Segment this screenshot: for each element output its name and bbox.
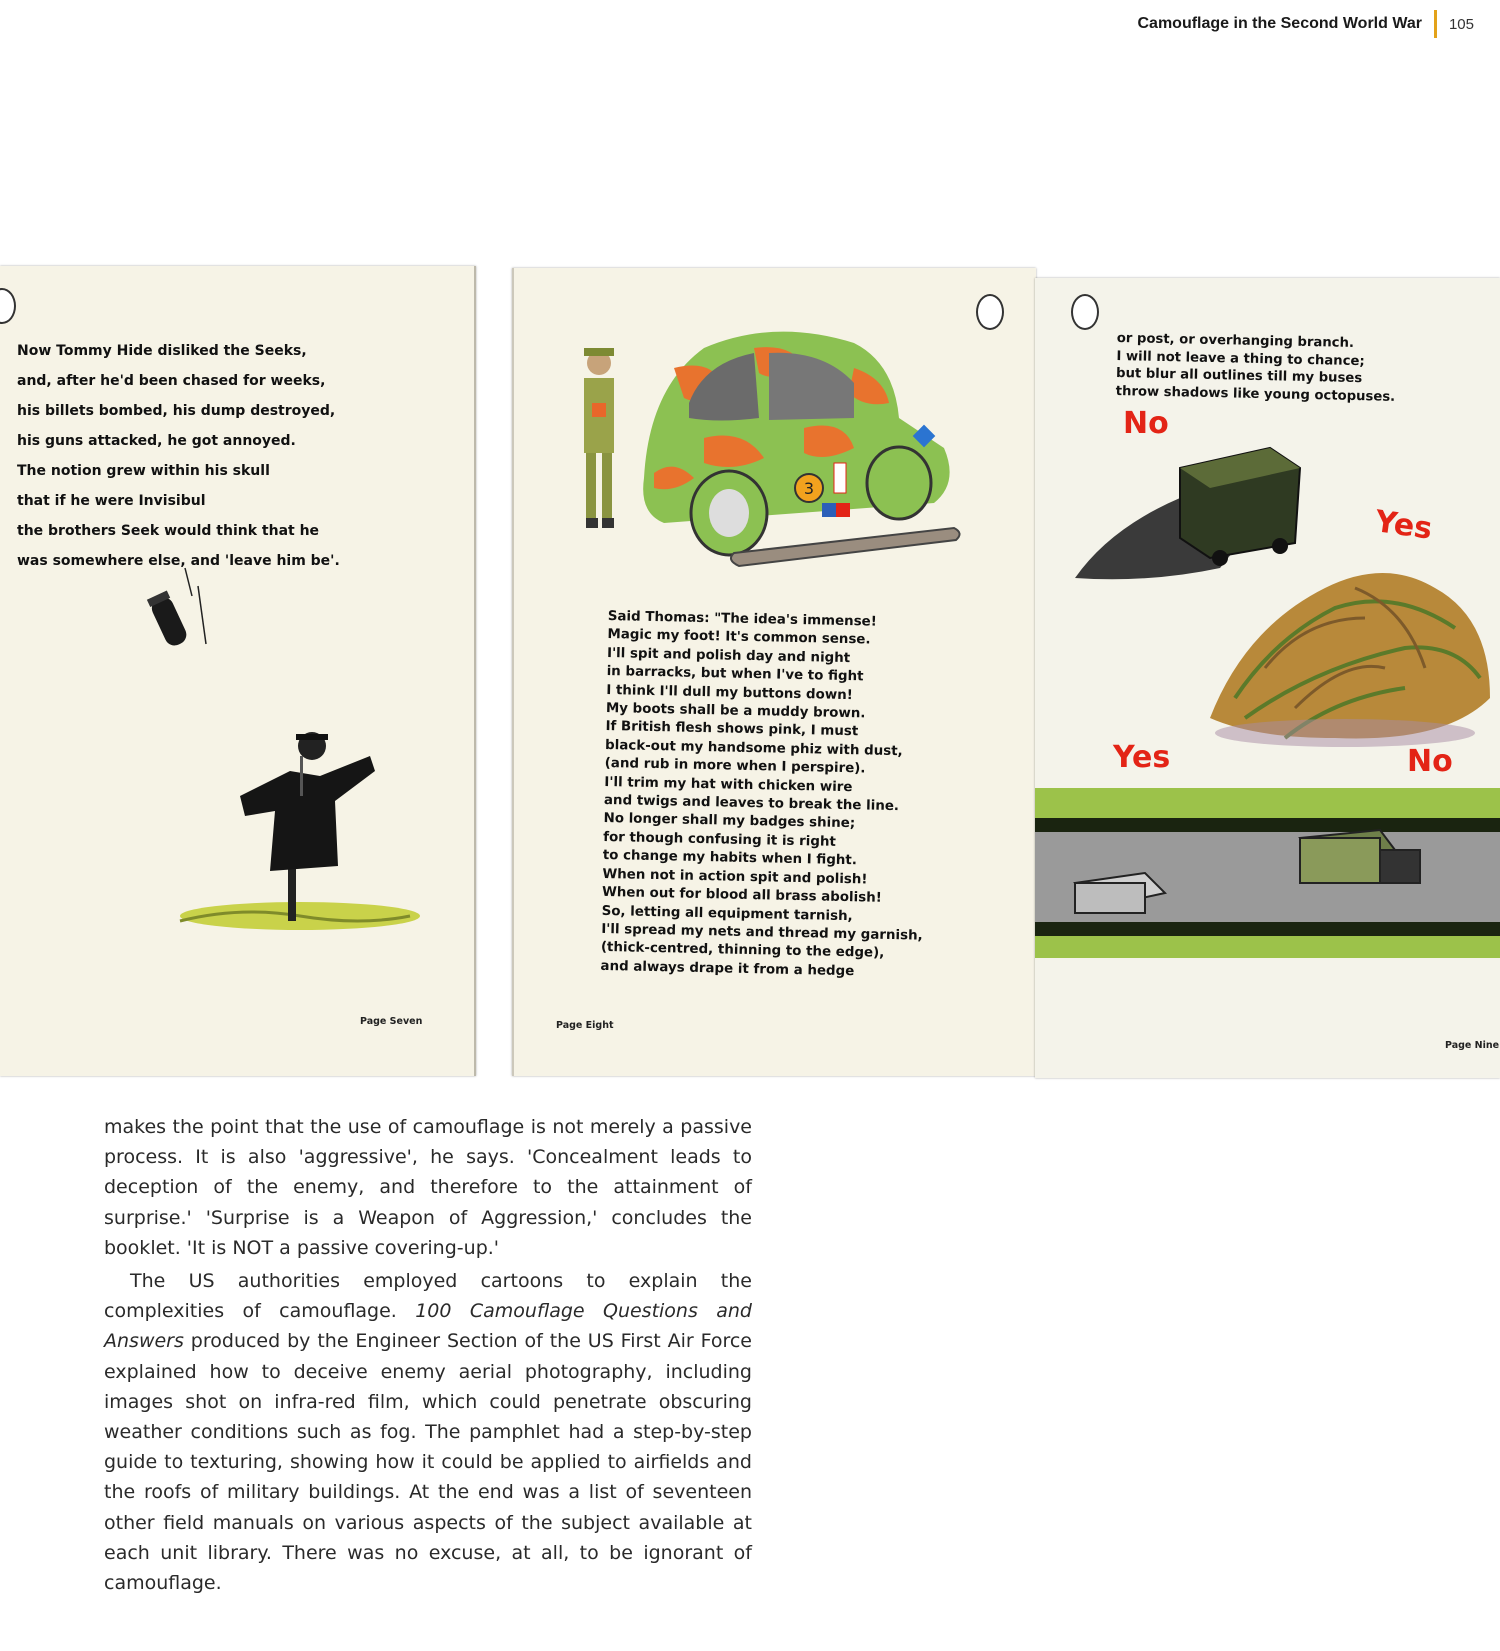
- folio-page-nine: Page Nine: [1445, 1040, 1500, 1051]
- pamphlet-title: 100 Camouflage Questions and Answers: [104, 1300, 752, 1353]
- body-paragraph-2: [104, 1266, 752, 1598]
- booklet-page-nine: [1035, 278, 1500, 1078]
- label-no-bottom: No: [1407, 744, 1453, 779]
- booklet-photo: [0, 262, 1500, 1082]
- folio-page-eight: Page Eight: [556, 1020, 614, 1031]
- road-vehicles-illustration: [1035, 788, 1500, 958]
- body-paragraph-2-start: The US authorities employed cartoons to explain the complexities of camouflage.: [104, 1270, 752, 1323]
- falling-bomb-illustration: [140, 566, 220, 666]
- booklet-verse-page-nine: or post, or overhanging branch. I will not leave a thing to chance; but blur all outlines till my buses throw shadows like young octopuses.: [1115, 330, 1396, 405]
- punch-hole: [976, 294, 1004, 330]
- body-text: [104, 1112, 752, 1601]
- scarecrow-illustration: [160, 716, 420, 946]
- folio-page-seven: Page Seven: [360, 1016, 423, 1027]
- booklet-page-seven: [0, 266, 476, 1076]
- netted-mound-illustration: [1205, 548, 1495, 748]
- camouflaged-car-soldier-illustration: [554, 308, 974, 578]
- label-yes-bottom: Yes: [1113, 740, 1171, 775]
- booklet-verse-page-eight: Said Thomas: "The idea's immense! Magic my foot! It's common sense. I'll spit and polish day and night in barracks, but when I've to fight I think I'll dull my buttons down! My boots shall be a muddy brown. If British flesh shows pink, I must black-out my handsome phiz with dust, (and rub in more when I perspire). I'll trim my hat with chicken wire and twigs and leaves to break the line. No longer shall my badges shine; for though confusing it is right to change my habits when I fight. When not in action spit and polish! When out for blood all brass abolish! So, letting all equipment tarnish, I'll spread my nets and thread my garnish, (thick-centred, thinning to the edge), and always drape it from a hedge: [600, 608, 923, 979]
- booklet-page-eight: [512, 268, 1036, 1076]
- punch-hole: [1071, 294, 1099, 330]
- page-number: 105: [1448, 15, 1474, 33]
- label-no-top: No: [1123, 406, 1169, 441]
- label-yes-top: Yes: [1372, 504, 1435, 547]
- running-head: [1138, 10, 1475, 38]
- running-title: Camouflage in the Second World War: [1137, 15, 1422, 32]
- running-head-divider: [1434, 10, 1437, 38]
- body-paragraph-1: makes the point that the use of camouflage is not merely a passive process. It is also 'aggressive', he says. 'Concealment leads to deception of the enemy, and therefore to the attainment of surprise.' 'Surprise is a Weapon of Aggression,' concludes the booklet. 'It is NOT a passive covering-up.': [104, 1116, 752, 1259]
- body-paragraph-2-end: produced by the Engineer Section of the US First Air Force explained how to deceive enemy aerial photography, including images shot on infra-red film, which could penetrate obscuring weather conditions such as fog. The pamphlet had a step-by-step guide to texturing, showing how it could be applied to airfields and the roofs of military buildings. At the end was a list of seventeen other field manuals on various aspects of the subject available at each unit library. There was no excuse, at all, to be ignorant of camouflage.: [104, 1330, 752, 1595]
- booklet-verse-page-seven: Now Tommy Hide disliked the Seeks, and, after he'd been chased for weeks, his billets bombed, his dump destroyed, his guns attacked, he got annoyed. The notion grew within his skull that if he were Invisibul the brothers Seek would think that he was somewhere else, and 'leave him be'.: [17, 343, 340, 569]
- punch-hole: [0, 288, 16, 324]
- car-number: 3: [803, 479, 815, 498]
